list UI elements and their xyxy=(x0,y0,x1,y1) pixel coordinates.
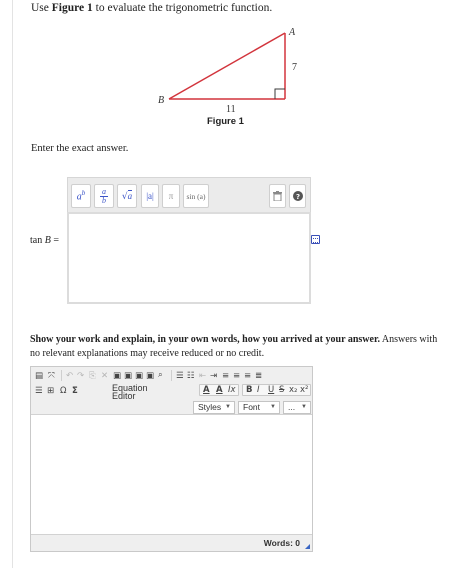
trash-icon xyxy=(273,191,282,201)
outdent-icon[interactable]: ⇤ xyxy=(199,371,207,381)
power-icon: $a^b$ xyxy=(76,189,86,203)
underline-icon[interactable]: U xyxy=(268,385,275,395)
vertex-b-label: B xyxy=(158,95,165,106)
math-toolbar xyxy=(67,177,311,212)
bulleted-list-icon[interactable]: ☷ xyxy=(187,371,195,381)
instruction-prefix: Use xyxy=(31,2,52,14)
numbered-list-icon[interactable]: ☰ xyxy=(176,371,184,381)
rich-text-editor xyxy=(30,366,313,552)
maximize-icon[interactable]: ⤧ xyxy=(48,371,55,381)
word-count: Words: 0 xyxy=(263,538,300,548)
editor-footer xyxy=(31,534,312,551)
equation-label-line2: Editor xyxy=(112,391,136,401)
side-hypotenuse xyxy=(169,33,285,99)
find-icon[interactable]: ⌕ xyxy=(158,370,163,380)
show-work-instruction xyxy=(30,333,440,361)
side-vertical-label: 7 xyxy=(292,62,297,73)
help-button[interactable] xyxy=(289,184,306,208)
chevron-down-icon: ▼ xyxy=(225,404,231,410)
right-angle-marker xyxy=(275,89,285,99)
font-size-dropdown[interactable] xyxy=(283,401,311,414)
equation-sigma-icon[interactable]: Σ xyxy=(72,386,78,396)
left-margin-rule xyxy=(12,0,13,568)
align-center-icon[interactable]: ≡ xyxy=(233,371,241,381)
align-left-icon[interactable]: ≡ xyxy=(222,371,230,381)
keyboard-icon[interactable] xyxy=(311,235,320,244)
superscript-icon[interactable]: x² xyxy=(300,385,309,395)
fraction-template-button[interactable] xyxy=(94,184,114,208)
answer-label-eq: = xyxy=(50,235,59,246)
equation-label-line1: Equation xyxy=(112,383,148,393)
color-button-group xyxy=(199,384,239,396)
superscript-template-button[interactable] xyxy=(71,184,91,208)
redo-icon[interactable]: ↷ xyxy=(77,371,85,381)
chevron-down-icon: ▼ xyxy=(301,404,307,410)
undo-icon[interactable]: ↶ xyxy=(66,371,74,381)
font-dropdown[interactable] xyxy=(238,401,280,414)
show-work-rest: Answers with no relevant explanations may receive reduced or no credit. xyxy=(30,334,438,359)
resize-handle-icon[interactable] xyxy=(305,544,310,549)
vertex-a-label: A xyxy=(289,27,296,38)
paste-word-icon[interactable]: ▣ xyxy=(146,371,155,381)
special-char-icon[interactable]: Ω xyxy=(60,386,67,396)
text-style-button-group xyxy=(242,384,311,396)
abs-template-button[interactable] xyxy=(141,184,159,208)
table-icon[interactable]: ⊞ xyxy=(47,386,55,396)
instruction-suffix: to evaluate the trigonometric function. xyxy=(92,2,273,14)
editor-content-area[interactable] xyxy=(31,416,312,535)
justify-icon[interactable]: ≣ xyxy=(255,371,263,381)
cut-placeholder-icon[interactable]: ⎘ xyxy=(89,371,96,381)
show-work-bold: Show your work and explain, in your own words, how you arrived at your answer. xyxy=(30,334,380,345)
sin-template-button[interactable] xyxy=(183,184,209,208)
bg-color-icon[interactable]: A xyxy=(216,385,223,395)
paste-text-icon[interactable]: ▣ xyxy=(135,371,144,381)
answer-label-func: tan xyxy=(30,235,45,246)
styles-dropdown[interactable] xyxy=(193,401,235,414)
answer-label-var: B xyxy=(44,235,51,246)
cut-icon[interactable]: ✕ xyxy=(101,371,109,381)
toolbar-separator xyxy=(171,370,172,381)
fraction-icon: a b xyxy=(102,186,106,205)
indent-icon[interactable]: ⇥ xyxy=(210,371,218,381)
text-color-icon[interactable]: A xyxy=(203,385,210,395)
equation-editor-button[interactable] xyxy=(112,384,148,400)
enter-exact-label: Enter the exact answer. xyxy=(31,143,129,154)
copy-icon[interactable]: ▣ xyxy=(113,371,122,381)
font-dropdown-label: Font xyxy=(243,402,261,412)
align-right-icon[interactable]: ≡ xyxy=(244,371,252,381)
bold-icon[interactable]: B xyxy=(246,385,253,395)
font-size-dropdown-label: ... xyxy=(288,402,296,412)
instruction-figure-ref: Figure 1 xyxy=(51,2,93,14)
horizontal-rule-icon[interactable]: ☰ xyxy=(35,386,43,396)
pi-button[interactable] xyxy=(162,184,180,208)
subscript-icon[interactable]: x₂ xyxy=(289,385,298,395)
figure-caption: Figure 1 xyxy=(207,116,244,127)
remove-format-icon[interactable]: Ix xyxy=(228,385,236,395)
answer-label xyxy=(30,235,59,246)
styles-dropdown-label: Styles xyxy=(198,402,222,412)
abs-icon: |a| xyxy=(146,191,154,201)
toolbar-separator xyxy=(61,370,62,381)
sqrt-template-button[interactable] xyxy=(117,184,137,208)
editor-toolbar xyxy=(31,367,312,415)
pi-icon: π xyxy=(168,191,174,201)
strikethrough-icon[interactable]: S xyxy=(279,385,285,395)
side-base-label: 11 xyxy=(226,104,236,115)
chevron-down-icon: ▼ xyxy=(270,404,276,410)
delete-button[interactable] xyxy=(269,184,286,208)
svg-text:?: ? xyxy=(295,193,300,201)
answer-input[interactable] xyxy=(67,212,311,304)
source-icon[interactable]: ▤ xyxy=(35,371,44,381)
sin-icon: sin (a) xyxy=(186,191,206,201)
italic-icon[interactable]: I xyxy=(257,385,260,395)
instruction-text xyxy=(31,2,272,14)
help-icon xyxy=(293,191,303,201)
sqrt-icon: √a xyxy=(121,190,133,202)
paste-icon[interactable]: ▣ xyxy=(124,371,133,381)
